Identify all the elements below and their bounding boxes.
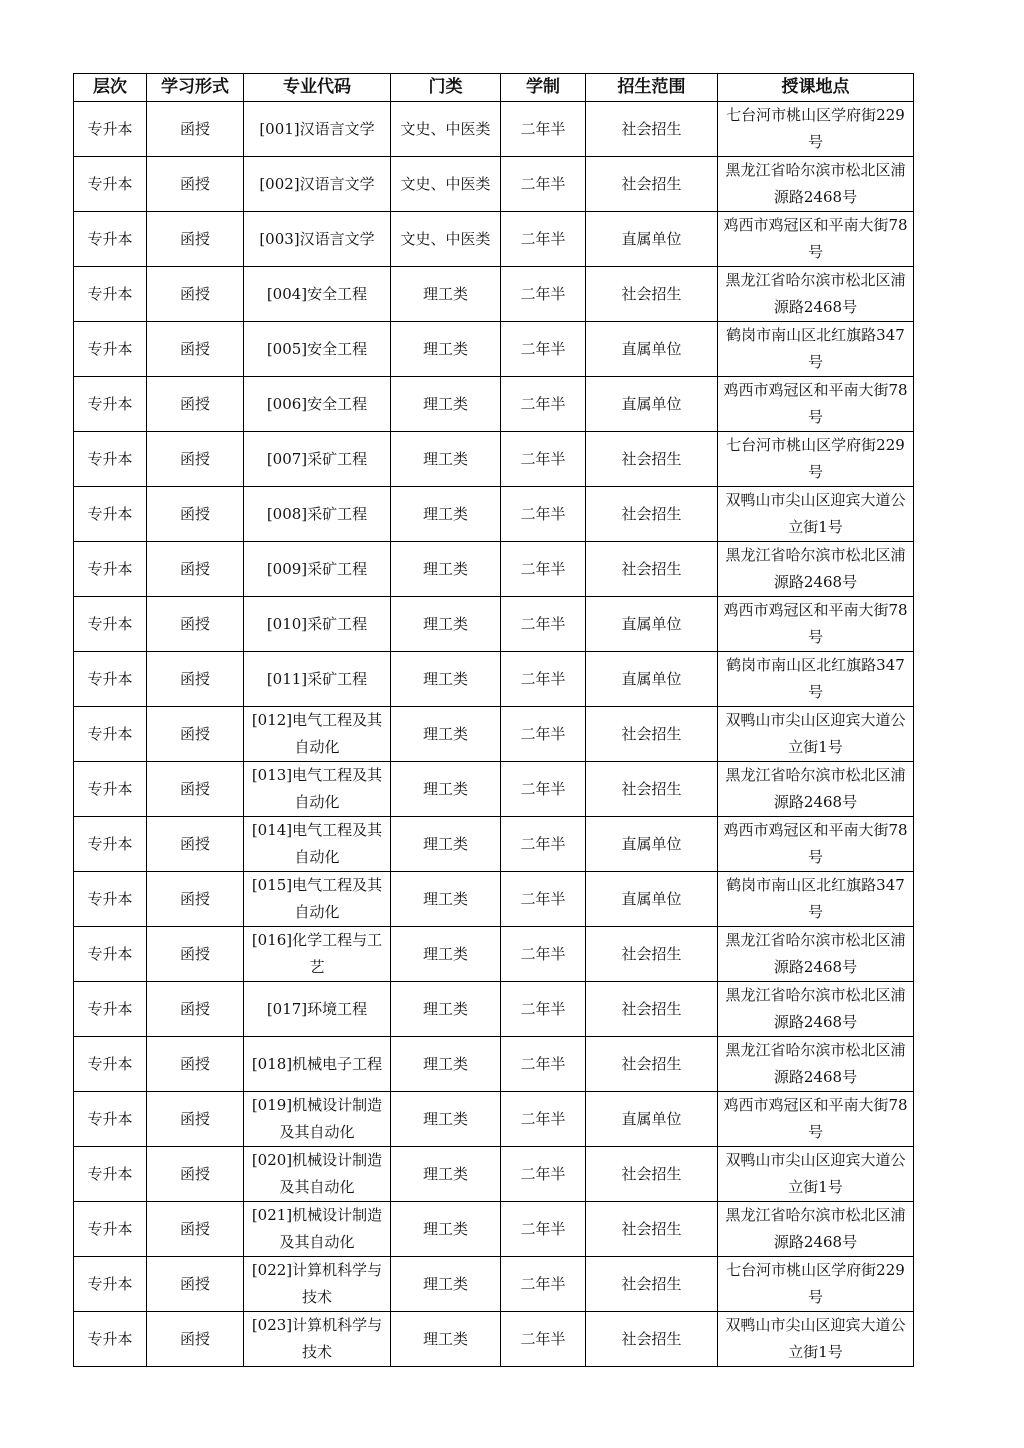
cell-teaching-location: 黑龙江省哈尔滨市松北区浦源路2468号 [718,157,914,212]
cell-enrollment-scope: 社会招生 [586,267,718,322]
cell-enrollment-scope: 直属单位 [586,597,718,652]
cell-category: 理工类 [391,927,501,982]
cell-study-mode: 函授 [147,982,244,1037]
cell-teaching-location: 鸡西市鸡冠区和平南大街78号 [718,1092,914,1147]
cell-teaching-location: 黑龙江省哈尔滨市松北区浦源路2468号 [718,1037,914,1092]
table-row [74,542,914,597]
table-row [74,872,914,927]
cell-study-mode: 函授 [147,597,244,652]
cell-level: 专升本 [74,487,147,542]
cell-study-mode: 函授 [147,872,244,927]
cell-duration: 二年半 [501,707,586,762]
cell-study-mode: 函授 [147,432,244,487]
cell-duration: 二年半 [501,927,586,982]
cell-level: 专升本 [74,542,147,597]
cell-category: 理工类 [391,1257,501,1312]
cell-duration: 二年半 [501,212,586,267]
header-level: 层次 [74,74,147,102]
cell-study-mode: 函授 [147,542,244,597]
cell-duration: 二年半 [501,1092,586,1147]
cell-major-code: [014]电气工程及其自动化 [244,817,391,872]
table-row [74,377,914,432]
table-row [74,1092,914,1147]
cell-teaching-location: 鸡西市鸡冠区和平南大街78号 [718,817,914,872]
table-row [74,432,914,487]
cell-teaching-location: 黑龙江省哈尔滨市松北区浦源路2468号 [718,1202,914,1257]
table-row [74,157,914,212]
cell-level: 专升本 [74,872,147,927]
cell-category: 理工类 [391,982,501,1037]
cell-level: 专升本 [74,1147,147,1202]
cell-level: 专升本 [74,1202,147,1257]
cell-duration: 二年半 [501,982,586,1037]
table-row [74,1147,914,1202]
cell-enrollment-scope: 社会招生 [586,1257,718,1312]
cell-duration: 二年半 [501,487,586,542]
cell-enrollment-scope: 社会招生 [586,487,718,542]
cell-level: 专升本 [74,377,147,432]
table-row [74,597,914,652]
cell-major-code: [020]机械设计制造及其自动化 [244,1147,391,1202]
header-study-mode: 学习形式 [147,74,244,102]
cell-category: 文史、中医类 [391,157,501,212]
table-row [74,652,914,707]
cell-category: 理工类 [391,1037,501,1092]
table-row [74,267,914,322]
cell-enrollment-scope: 社会招生 [586,762,718,817]
cell-level: 专升本 [74,212,147,267]
cell-level: 专升本 [74,102,147,157]
cell-level: 专升本 [74,652,147,707]
cell-teaching-location: 黑龙江省哈尔滨市松北区浦源路2468号 [718,982,914,1037]
cell-enrollment-scope: 社会招生 [586,1037,718,1092]
cell-enrollment-scope: 社会招生 [586,432,718,487]
cell-major-code: [021]机械设计制造及其自动化 [244,1202,391,1257]
cell-level: 专升本 [74,597,147,652]
cell-category: 理工类 [391,652,501,707]
cell-teaching-location: 黑龙江省哈尔滨市松北区浦源路2468号 [718,927,914,982]
cell-category: 理工类 [391,1147,501,1202]
table-row [74,707,914,762]
cell-major-code: [019]机械设计制造及其自动化 [244,1092,391,1147]
table-row [74,1312,914,1367]
cell-category: 理工类 [391,762,501,817]
cell-category: 理工类 [391,322,501,377]
cell-duration: 二年半 [501,1037,586,1092]
cell-major-code: [004]安全工程 [244,267,391,322]
cell-teaching-location: 双鸭山市尖山区迎宾大道公立街1号 [718,707,914,762]
cell-major-code: [002]汉语言文学 [244,157,391,212]
cell-enrollment-scope: 社会招生 [586,157,718,212]
cell-study-mode: 函授 [147,1257,244,1312]
cell-teaching-location: 黑龙江省哈尔滨市松北区浦源路2468号 [718,267,914,322]
cell-teaching-location: 鸡西市鸡冠区和平南大街78号 [718,212,914,267]
cell-category: 理工类 [391,1202,501,1257]
cell-study-mode: 函授 [147,707,244,762]
cell-duration: 二年半 [501,762,586,817]
cell-duration: 二年半 [501,872,586,927]
cell-level: 专升本 [74,927,147,982]
cell-study-mode: 函授 [147,102,244,157]
cell-enrollment-scope: 直属单位 [586,377,718,432]
cell-duration: 二年半 [501,267,586,322]
cell-teaching-location: 双鸭山市尖山区迎宾大道公立街1号 [718,1147,914,1202]
cell-study-mode: 函授 [147,652,244,707]
cell-duration: 二年半 [501,432,586,487]
header-category: 门类 [391,74,501,102]
cell-category: 理工类 [391,1312,501,1367]
cell-enrollment-scope: 社会招生 [586,1202,718,1257]
admissions-table [73,73,914,1367]
cell-category: 理工类 [391,817,501,872]
table-row [74,487,914,542]
cell-major-code: [023]计算机科学与技术 [244,1312,391,1367]
document-page [73,73,913,1367]
table-row [74,762,914,817]
cell-study-mode: 函授 [147,817,244,872]
cell-major-code: [009]采矿工程 [244,542,391,597]
cell-major-code: [022]计算机科学与技术 [244,1257,391,1312]
cell-enrollment-scope: 直属单位 [586,817,718,872]
cell-duration: 二年半 [501,542,586,597]
cell-enrollment-scope: 社会招生 [586,102,718,157]
table-row [74,817,914,872]
cell-study-mode: 函授 [147,1147,244,1202]
cell-enrollment-scope: 社会招生 [586,1147,718,1202]
cell-duration: 二年半 [501,102,586,157]
cell-enrollment-scope: 直属单位 [586,1092,718,1147]
cell-teaching-location: 黑龙江省哈尔滨市松北区浦源路2468号 [718,542,914,597]
cell-major-code: [003]汉语言文学 [244,212,391,267]
cell-duration: 二年半 [501,1257,586,1312]
cell-study-mode: 函授 [147,157,244,212]
cell-level: 专升本 [74,157,147,212]
cell-level: 专升本 [74,1037,147,1092]
cell-duration: 二年半 [501,597,586,652]
cell-study-mode: 函授 [147,1092,244,1147]
cell-category: 理工类 [391,542,501,597]
cell-teaching-location: 鸡西市鸡冠区和平南大街78号 [718,597,914,652]
header-teaching-location: 授课地点 [718,74,914,102]
cell-duration: 二年半 [501,817,586,872]
cell-major-code: [010]采矿工程 [244,597,391,652]
table-row [74,212,914,267]
table-row [74,102,914,157]
cell-teaching-location: 双鸭山市尖山区迎宾大道公立街1号 [718,1312,914,1367]
cell-study-mode: 函授 [147,1202,244,1257]
cell-category: 理工类 [391,432,501,487]
cell-study-mode: 函授 [147,377,244,432]
cell-teaching-location: 鸡西市鸡冠区和平南大街78号 [718,377,914,432]
cell-duration: 二年半 [501,1147,586,1202]
cell-enrollment-scope: 直属单位 [586,322,718,377]
cell-teaching-location: 黑龙江省哈尔滨市松北区浦源路2468号 [718,762,914,817]
header-row [74,74,914,102]
cell-enrollment-scope: 社会招生 [586,982,718,1037]
cell-major-code: [015]电气工程及其自动化 [244,872,391,927]
cell-major-code: [007]采矿工程 [244,432,391,487]
cell-level: 专升本 [74,267,147,322]
table-row [74,982,914,1037]
cell-level: 专升本 [74,1312,147,1367]
cell-study-mode: 函授 [147,322,244,377]
cell-study-mode: 函授 [147,762,244,817]
cell-level: 专升本 [74,1257,147,1312]
cell-category: 理工类 [391,487,501,542]
cell-level: 专升本 [74,432,147,487]
header-enrollment-scope: 招生范围 [586,74,718,102]
cell-duration: 二年半 [501,1312,586,1367]
cell-major-code: [001]汉语言文学 [244,102,391,157]
cell-level: 专升本 [74,982,147,1037]
cell-major-code: [008]采矿工程 [244,487,391,542]
cell-category: 文史、中医类 [391,212,501,267]
cell-level: 专升本 [74,817,147,872]
cell-enrollment-scope: 直属单位 [586,652,718,707]
cell-category: 理工类 [391,707,501,762]
cell-study-mode: 函授 [147,1312,244,1367]
cell-duration: 二年半 [501,1202,586,1257]
cell-duration: 二年半 [501,652,586,707]
cell-level: 专升本 [74,762,147,817]
cell-level: 专升本 [74,322,147,377]
cell-major-code: [016]化学工程与工艺 [244,927,391,982]
cell-major-code: [012]电气工程及其自动化 [244,707,391,762]
cell-enrollment-scope: 直属单位 [586,212,718,267]
cell-level: 专升本 [74,707,147,762]
cell-teaching-location: 鹤岗市南山区北红旗路347号 [718,872,914,927]
cell-teaching-location: 七台河市桃山区学府街229号 [718,102,914,157]
cell-duration: 二年半 [501,322,586,377]
cell-category: 理工类 [391,377,501,432]
cell-major-code: [013]电气工程及其自动化 [244,762,391,817]
cell-major-code: [011]采矿工程 [244,652,391,707]
table-row [74,1037,914,1092]
cell-enrollment-scope: 社会招生 [586,542,718,597]
table-row [74,322,914,377]
cell-teaching-location: 七台河市桃山区学府街229号 [718,1257,914,1312]
cell-teaching-location: 鹤岗市南山区北红旗路347号 [718,322,914,377]
cell-duration: 二年半 [501,377,586,432]
table-header [74,74,914,102]
cell-enrollment-scope: 社会招生 [586,927,718,982]
table-body [74,102,914,1367]
cell-category: 理工类 [391,267,501,322]
cell-study-mode: 函授 [147,212,244,267]
table-row [74,927,914,982]
cell-major-code: [006]安全工程 [244,377,391,432]
cell-study-mode: 函授 [147,927,244,982]
cell-category: 理工类 [391,872,501,927]
cell-teaching-location: 鹤岗市南山区北红旗路347号 [718,652,914,707]
table-row [74,1202,914,1257]
header-duration: 学制 [501,74,586,102]
cell-study-mode: 函授 [147,1037,244,1092]
cell-major-code: [017]环境工程 [244,982,391,1037]
cell-category: 理工类 [391,1092,501,1147]
cell-enrollment-scope: 社会招生 [586,707,718,762]
cell-teaching-location: 七台河市桃山区学府街229号 [718,432,914,487]
cell-category: 文史、中医类 [391,102,501,157]
cell-category: 理工类 [391,597,501,652]
cell-major-code: [018]机械电子工程 [244,1037,391,1092]
cell-study-mode: 函授 [147,487,244,542]
cell-level: 专升本 [74,1092,147,1147]
cell-enrollment-scope: 直属单位 [586,872,718,927]
header-major-code: 专业代码 [244,74,391,102]
cell-study-mode: 函授 [147,267,244,322]
cell-duration: 二年半 [501,157,586,212]
table-row [74,1257,914,1312]
cell-major-code: [005]安全工程 [244,322,391,377]
cell-teaching-location: 双鸭山市尖山区迎宾大道公立街1号 [718,487,914,542]
cell-enrollment-scope: 社会招生 [586,1312,718,1367]
